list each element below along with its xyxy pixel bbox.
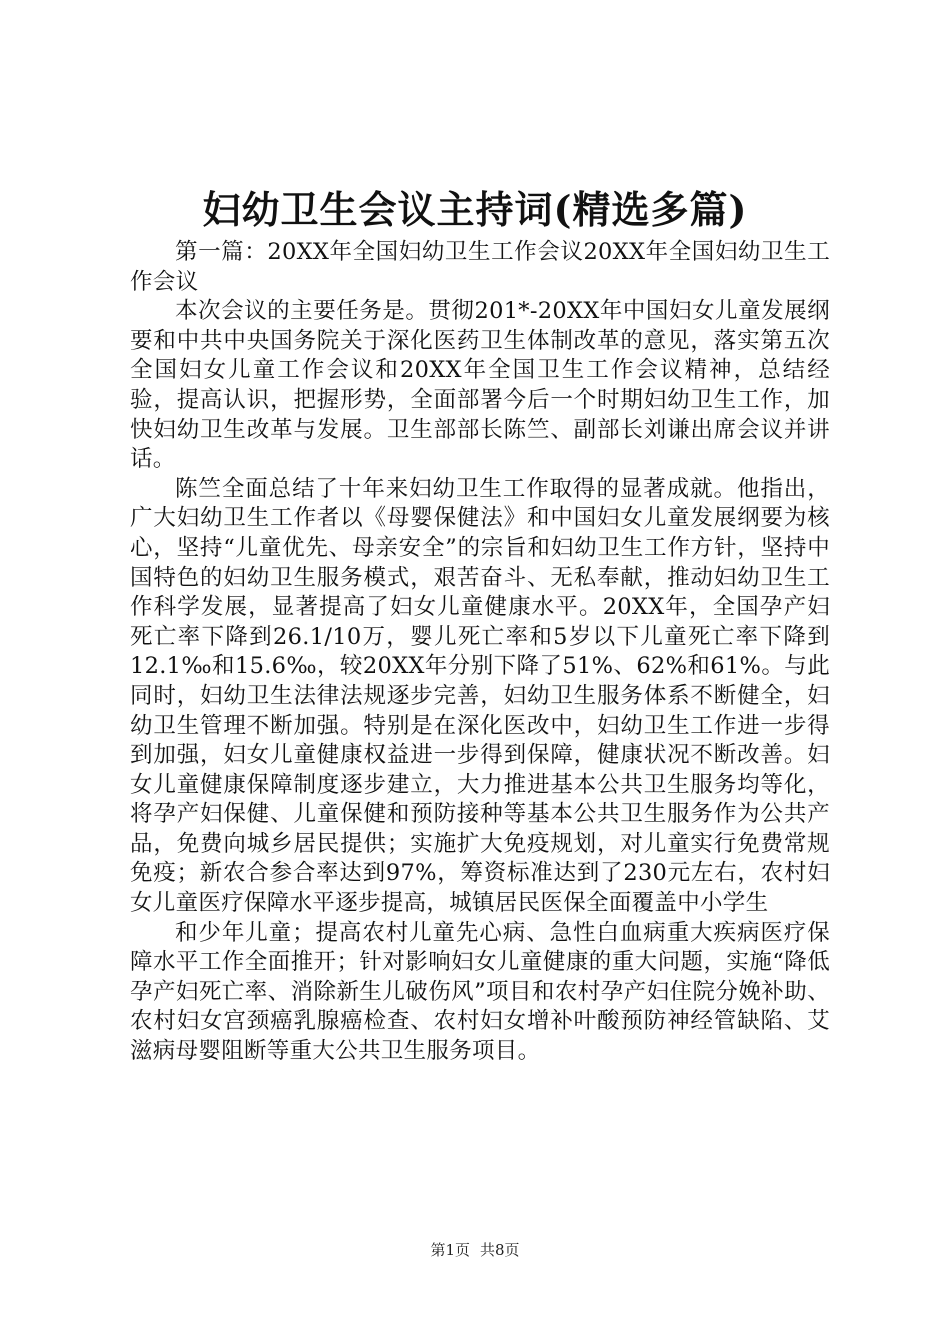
paragraph-1: 第一篇：20XX年全国妇幼卫生工作会议20XX年全国妇幼卫生工作会议 [130, 239, 830, 295]
page-number: 第1页 [430, 1241, 470, 1259]
document-title: 妇幼卫生会议主持词(精选多篇) [202, 187, 748, 232]
paragraph-2: 本次会议的主要任务是。贯彻201*-20XX年中国妇女儿童发展纲要和中共中央国务院关于深化医药卫生体制改革的意见，落实第五次全国妇女儿童工作会议和20XX年全国卫生工作会议精神，总结经验，提高认识，把握形势，全面部署今后一个时期妇幼卫生工作，加快妇幼卫生改革与发展。卫生部部长陈竺、副部长刘谦出席会议并讲话。 [130, 298, 830, 473]
page-total: 共8页 [480, 1241, 520, 1259]
page-footer [0, 1240, 950, 1260]
document-body [130, 238, 830, 1067]
paragraph-4: 和少年儿童；提高农村儿童先心病、急性白血病重大疾病医疗保障水平工作全面推开；针对影响妇女儿童健康的重大问题，实施“降低孕产妇死亡率、消除新生儿破伤风”项目和农村孕产妇住院分娩补助、农村妇女宫颈癌乳腺癌检查、农村妇女增补叶酸预防神经管缺陷、艾滋病母婴阻断等重大公共卫生服务项目。 [130, 919, 830, 1065]
paragraph-3: 陈竺全面总结了十年来妇幼卫生工作取得的显著成就。他指出，广大妇幼卫生工作者以《母婴保健法》和中国妇女儿童发展纲要为核心，坚持“儿童优先、母亲安全”的宗旨和妇幼卫生工作方针，坚持中国特色的妇幼卫生服务模式，艰苦奋斗、无私奉献，推动妇幼卫生工作科学发展，显著提高了妇女儿童健康水平。20XX年，全国孕产妇死亡率下降到26.1/10万，婴儿死亡率和5岁以下儿童死亡率下降到12.1‰和15.6‰，较20XX年分别下降了51%、62%和61%。与此同时，妇幼卫生法律法规逐步完善，妇幼卫生服务体系不断健全，妇幼卫生管理不断加强。特别是在深化医改中，妇幼卫生工作进一步得到加强，妇女儿童健康权益进一步得到保障，健康状况不断改善。妇女儿童健康保障制度逐步建立，大力推进基本公共卫生服务均等化，将孕产妇保健、儿童保健和预防接种等基本公共卫生服务作为公共产品，免费向城乡居民提供；实施扩大免疫规划，对儿童实行免费常规免疫；新农合参合率达到97%，筹资标准达到了230元左右，农村妇女儿童医疗保障水平逐步提高，城镇居民医保全面覆盖中小学生 [130, 475, 830, 917]
